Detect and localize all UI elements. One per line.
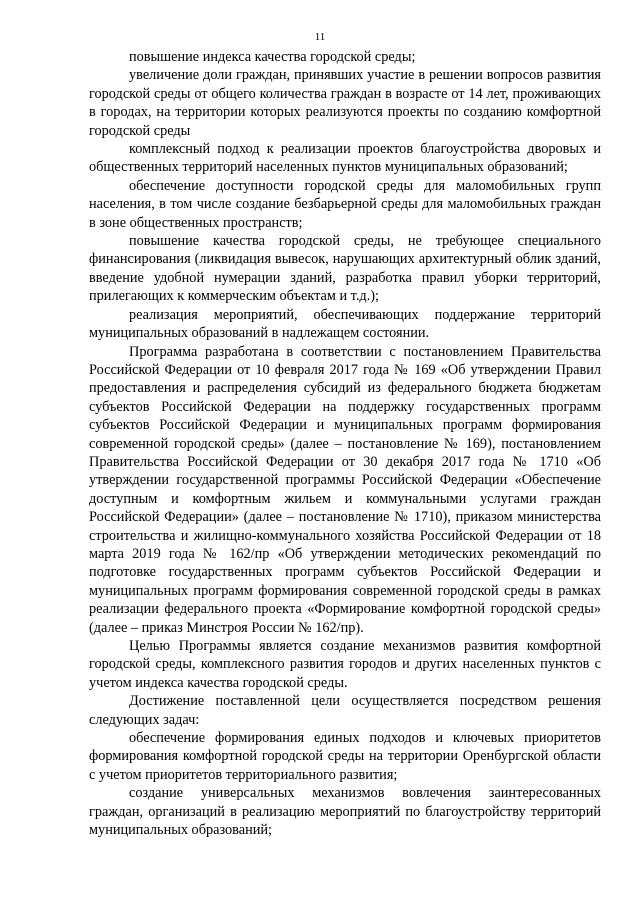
- paragraph-accessibility: обеспечение доступности городской среды для маломобильных групп населения, в том числе создание безбарьерной среды для маломобильных граждан в зоне общественных пространств;: [89, 177, 601, 231]
- paragraph-integrated-approach: комплексный подход к реализации проектов благоустройства дворовых и общественных территорий населенных пунктов муниципальных образований;: [89, 141, 601, 176]
- paragraph-goal-achievement: Достижение поставленной цели осуществляется посредством решения следующих задач:: [89, 693, 601, 728]
- paragraph-quality-index: повышение индекса качества городской среды;: [129, 49, 416, 65]
- paragraph-program-basis: Программа разработана в соответствии с постановлением Правительства Российской Федерации от 10 февраля 2017 года № 169 «Об утверждении Правил предоставления и распределения субсидий из федерального бюджета бюджетам субъектов Российской Федерации на поддержку государственных программ субъектов Российской Федерации и муниципальных программ формирования современной городской среды» (далее – постановление № 169), постановлением Правительства Российской Федерации от 30 декабря 2017 года № 1710 «Об утверждении государственной программы Российской Федерации «Обеспечение доступным и комфортным жильем и коммунальными услугами граждан Российской Федерации» (далее – постановление № 1710), приказом министерства строительства и жилищно-коммунального хозяйства Российской Федерации от 18 марта 2019 года № 162/пр «Об утверждении методических рекомендаций по подготовке государственных программ субъектов Российской Федерации и муниципальных программ формирования современной городской среды в рамках реализации федерального проекта «Формирование комфортной городской среды» (далее – приказ Минстроя России № 162/пр).: [89, 343, 601, 636]
- document-body: [89, 48, 601, 839]
- paragraph-quality-without-financing: повышение качества городской среды, не требующее специального финансирования (ликвидация вывесок, нарушающих архитектурный облик зданий, введение удобной нумерации зданий, разработка правил уборки территорий, прилегающих к коммерческим объектам и т.д.);: [89, 233, 601, 305]
- paragraph-task-engagement-mechanisms: создание универсальных механизмов вовлечения заинтересованных граждан, организаций в реализацию мероприятий по благоустройству территорий муниципальных образований;: [89, 785, 601, 839]
- paragraph-task-unified-approaches: обеспечение формирования единых подходов и ключевых приоритетов формирования комфортной городской среды на территории Оренбургской области с учетом приоритетов территориального развития;: [89, 730, 601, 783]
- paragraph-citizen-participation: увеличение доли граждан, принявших участие в решении вопросов развития городской среды от общего количества граждан в возрасте от 14 лет, проживающих в городах, на территории которых реализуются проекты по созданию комфортной городской среды: [89, 67, 601, 139]
- page-number: 11: [314, 31, 326, 43]
- paragraph-maintenance: реализация мероприятий, обеспечивающих поддержание территорий муниципальных образований в надлежащем состоянии.: [89, 306, 601, 342]
- paragraph-program-goal: Целью Программы является создание механизмов развития комфортной городской среды, комплексного развития городов и других населенных пунктов с учетом индекса качества городской среды.: [89, 638, 601, 691]
